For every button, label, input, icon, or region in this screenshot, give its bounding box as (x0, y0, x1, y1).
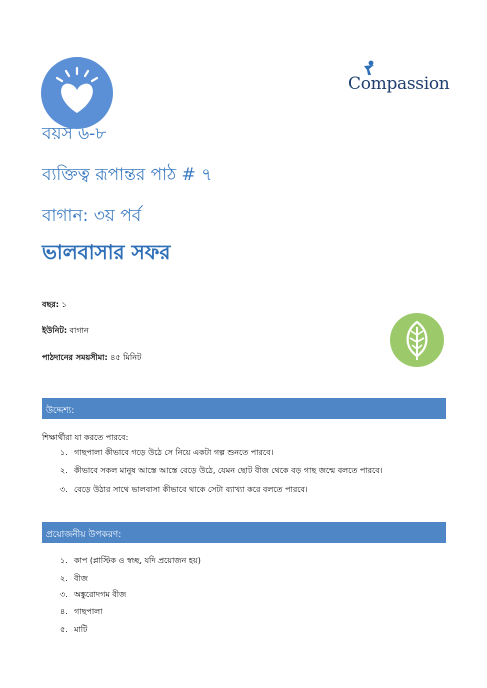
list-text: অঙ্কুরোদগম বীজ (74, 590, 127, 599)
age-heading: বয়স ৬-৮ (42, 124, 107, 144)
heart-icon (41, 57, 113, 129)
list-item (60, 484, 308, 497)
page-title: ভালবাসার সফর (42, 240, 171, 264)
list-item (60, 624, 87, 637)
compassion-logo (340, 60, 450, 100)
list-text: গাছপালা (74, 607, 103, 616)
year-row (42, 299, 67, 312)
list-item (60, 555, 201, 568)
list-item (60, 447, 273, 460)
list-number: ১. (60, 448, 68, 457)
list-item (60, 465, 383, 478)
list-number: ২. (60, 466, 68, 475)
list-number: ৩. (60, 590, 68, 599)
year-value: ১ (58, 300, 67, 309)
objectives-heading-bar: উদ্দেশ্য: (42, 398, 446, 419)
list-item (60, 589, 126, 602)
list-number: ১. (60, 556, 68, 565)
supplies-heading-bar: প্রয়োজনীয় উপকরণ: (42, 522, 446, 543)
time-value: ৪৫ মিনিট (107, 353, 142, 362)
garden-heading: বাগান: ৩য় পর্ব (42, 206, 142, 226)
list-text: বীজ (74, 574, 88, 583)
list-number: ৪. (60, 607, 68, 616)
list-text: মাটি (74, 625, 88, 634)
list-text: কীভাবে সকল মানুষ আস্তে আস্তে বেড়ে উঠে, যেমন ছোট বীজ থেকে বড় গাছ জন্মে বলতে পারবে। (74, 466, 383, 475)
list-item (60, 573, 88, 586)
leaf-badge (390, 313, 444, 367)
lesson-heading: ব্যক্তিত্ব রূপান্তর পাঠ # ৭ (42, 165, 213, 185)
list-text: গাছপালা কীভাবে গড়ে উঠে সে নিয়ে একটা গল্প শুনতে পারবে। (74, 448, 274, 457)
leaf-icon (390, 313, 444, 367)
list-text: কাপ (প্লাস্টিক ও স্বচ্ছ, যদি প্রয়োজন হয়) (74, 556, 201, 565)
time-label: পাঠদানের সময়সীমা: (42, 353, 108, 362)
unit-row (42, 325, 89, 338)
list-number: ২. (60, 574, 68, 583)
list-text: বেড়ে উঠার সাথে ভালবাসা কীভাবে থাকে সেটা ব্যাখ্যা করে বলতে পারবে। (74, 485, 308, 494)
logo-wordmark: Compassion (348, 74, 450, 94)
unit-label: ইউনিট: (42, 326, 68, 335)
list-number: ৩. (60, 485, 68, 494)
year-label: বছর: (42, 300, 59, 309)
objectives-intro: শিক্ষার্থীরা যা করতে পারবে: (42, 433, 129, 442)
heart-badge (41, 57, 113, 129)
list-number: ৫. (60, 625, 68, 634)
unit-value: বাগান (67, 326, 89, 335)
time-row (42, 352, 141, 365)
list-item (60, 606, 102, 619)
